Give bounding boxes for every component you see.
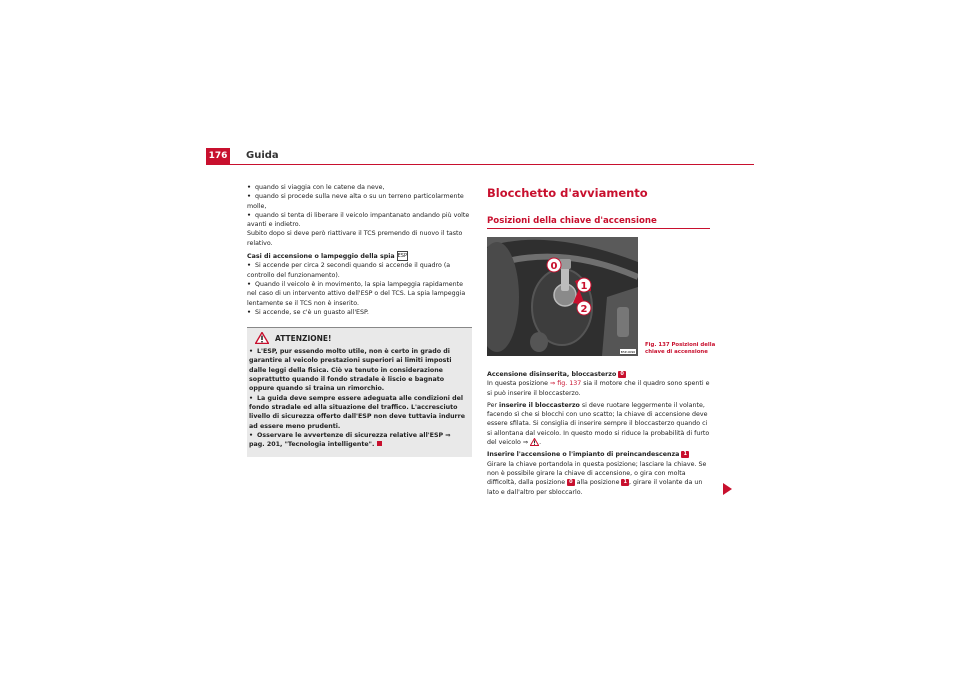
text-run: , girare il volante da un lato e dall'altro per sbloccarlo. (487, 479, 703, 496)
continue-arrow-icon (723, 483, 732, 495)
ignition-on-heading: Inserire l'accensione o l'impianto di preincandescenza (487, 451, 680, 459)
position-badge: 0 (620, 370, 624, 377)
text-run: si deve ruotare leggermente il volante, facendo sì che si blocchi con uno scatto; la chiave di accensione deve essere sfilata. Si consiglia di inserire sempre il bloccasterzo quando ci si allontana dal veicolo. In questo modo si riduce la probabilità di furto del veicolo ⇒ (487, 401, 710, 447)
reset-paragraph: Subito dopo si deve però riattivare il TCS premendo di nuovo il tasto relativo. (247, 230, 463, 247)
key-off-paragraph (487, 379, 711, 398)
end-of-section-mark (377, 441, 382, 446)
bullet-item: • quando si viaggia con le catene da neve, (247, 183, 472, 192)
key-off-heading-line (487, 370, 711, 379)
header-divider (206, 164, 754, 165)
bullet-item: • Si accende per circa 2 secondi quando si accende il quadro (a controllo del funzionamento). (247, 261, 472, 280)
position-badge: 1 (623, 478, 627, 485)
right-column-body (487, 370, 711, 497)
ignition-on-paragraph (487, 460, 711, 497)
text-run: Per (487, 401, 500, 409)
position-2-label: 2 (580, 304, 588, 315)
right-column-header (487, 186, 757, 229)
steering-lock-paragraph: Per inserire il bloccasterzo si deve ruotare leggermente il volante, facendo sì che si blocchi con uno scatto; la chiave di accensione deve essere sfilata. Si consiglia di inserire sempre il bloccasterzo quando ci si allontana dal veicolo. In questo modo si riduce la probabilità di furto del veicolo ⇒ . (487, 401, 710, 447)
section-heading: Blocchetto d'avviamento (487, 186, 648, 200)
bullet-item: • quando si procede sulla neve alta o su un terreno particolarmente molle, (247, 192, 472, 211)
warning-header (249, 332, 468, 344)
subsection-heading: Posizioni della chiave d'accensione (487, 216, 657, 226)
position-badge: 0 (569, 478, 573, 485)
spia-heading: Casi di accensione o lampeggio della spia (247, 253, 395, 261)
ignition-illustration (487, 237, 638, 356)
bullet-item: • Si accende, se c'è un guasto all'ESP. (247, 308, 472, 317)
warning-triangle-icon (255, 332, 269, 344)
text-run: In questa posizione (487, 380, 550, 388)
ignition-on-heading-line (487, 450, 711, 459)
text-run: Girare la chiave portandola in questa posizione; lasciare la chiave. Se non è possibile girare la chiave di accensione, o gira con molta difficoltà, dalla posizione (487, 460, 707, 487)
position-0-label: 0 (550, 261, 558, 272)
text-run: sia il motore che il quadro sono spenti e si può inserire il bloccasterzo. (487, 380, 710, 397)
bullet-item: • Quando il veicolo è in movimento, la spia lampeggia rapidamente nel caso di un intervento attivo dell'ESP o del TCS. La spia lampeggia lentamente se il TCS non è inserito. (247, 280, 472, 308)
bullet-item: • quando si tenta di liberare il veicolo impantanato andando più volte avanti e indietro. (247, 211, 472, 230)
esp-warning-light-icon: ESP (397, 253, 407, 260)
warning-box (247, 327, 472, 457)
warning-item: • La guida deve sempre essere adeguata alle condizioni del fondo stradale ed alla situazione del traffico. L'accresciuto livello di sicurezza offerto dall'ESP non deve tuttavia indurre ad essere meno prudenti. (249, 394, 468, 431)
chapter-title: Guida (246, 150, 279, 161)
figure-code: B5P-0096 (620, 350, 636, 354)
key-off-heading: Accensione disinserita, bloccasterzo (487, 371, 617, 378)
text-run: alla posizione (574, 479, 622, 487)
page-number: 176 (206, 148, 230, 164)
figure-reference-link[interactable]: ⇒ fig. 137 (549, 380, 582, 388)
warning-title: ATTENZIONE! (275, 333, 332, 343)
spia-heading-line (247, 251, 472, 261)
subsection-divider (487, 228, 710, 229)
position-1-label: 1 (580, 281, 588, 292)
left-column (247, 183, 472, 457)
text-run-bold: inserire il bloccasterzo (499, 401, 580, 409)
ignition-key-photo (487, 237, 638, 356)
position-badge: 1 (683, 450, 687, 457)
figure-caption: Fig. 137 Posizioni della chiave di accensione (645, 342, 716, 355)
warning-triangle-icon[interactable] (530, 438, 539, 446)
warning-item-text: • Osservare le avvertenze di sicurezza relative all'ESP ⇒ pag. 201, "Tecnologia intelligente". (249, 432, 451, 448)
warning-item-last (249, 431, 468, 450)
warning-item: • L'ESP, pur essendo molto utile, non è certo in grado di garantire al veicolo prestazioni superiori ai limiti imposti dalle leggi della fisica. Ciò va tenuto in considerazione soprattutto quando il fondo stradale è liscio e bagnato oppure quando si traina un rimorchio. (249, 347, 468, 393)
